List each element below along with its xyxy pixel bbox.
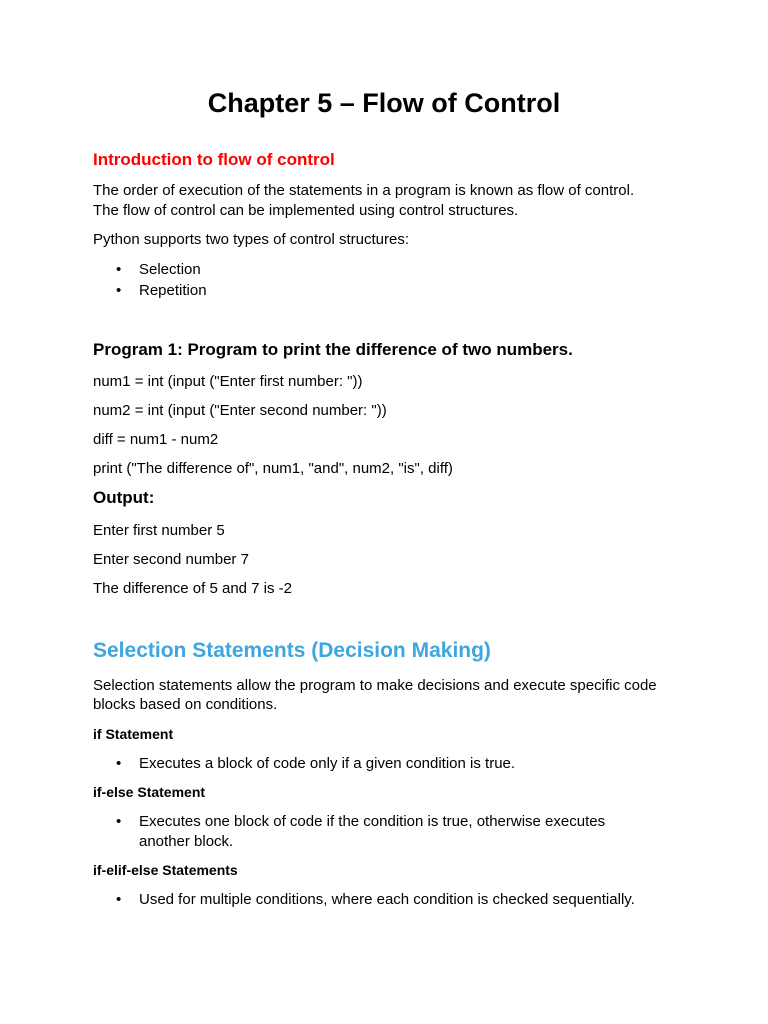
bullet-marker: •	[116, 282, 122, 299]
bullet-marker: •	[116, 891, 122, 908]
if-statement-bullet: Executes a block of code only if a given condition is true.	[139, 755, 516, 772]
code-line: num2 = int (input ("Enter second number: "))	[93, 402, 387, 419]
selection-desc-line-2: blocks based on conditions.	[93, 696, 278, 713]
intro-paragraph-line-1: The order of execution of the statements in a program is known as flow of control.	[93, 182, 635, 199]
page-title: Chapter 5 – Flow of Control	[207, 88, 561, 118]
bullet-marker: •	[116, 261, 122, 278]
intro-paragraph-2: Python supports two types of control structures:	[93, 231, 409, 248]
if-elif-else-heading: if-elif-else Statements	[93, 862, 238, 878]
output-line: Enter first number 5	[93, 522, 225, 539]
if-else-heading: if-else Statement	[93, 784, 206, 800]
bullet-marker: •	[116, 755, 122, 772]
intro-paragraph-line-2: The flow of control can be implemented using control structures.	[93, 202, 519, 219]
output-heading: Output:	[93, 488, 155, 507]
bullet-marker: •	[116, 813, 122, 830]
selection-desc-line-1: Selection statements allow the program to make decisions and execute specific code	[93, 677, 657, 694]
if-else-bullet-line-2: another block.	[139, 833, 234, 850]
program-1-heading: Program 1: Program to print the difference of two numbers.	[93, 340, 573, 359]
code-line: num1 = int (input ("Enter first number: "))	[93, 373, 363, 390]
if-elif-else-bullet: Used for multiple conditions, where each condition is checked sequentially.	[139, 891, 635, 908]
code-line: print ("The difference of", num1, "and", num2, "is", diff)	[93, 460, 453, 477]
if-statement-heading: if Statement	[93, 726, 174, 742]
output-line: The difference of 5 and 7 is -2	[93, 580, 293, 597]
bullet-item-repetition: Repetition	[139, 282, 207, 299]
output-line: Enter second number 7	[93, 551, 249, 568]
intro-heading: Introduction to flow of control	[93, 150, 335, 169]
selection-heading: Selection Statements (Decision Making)	[93, 639, 491, 662]
if-else-bullet-line-1: Executes one block of code if the condition is true, otherwise executes	[139, 813, 606, 830]
bullet-item-selection: Selection	[139, 261, 201, 278]
code-line: diff = num1 - num2	[93, 431, 219, 448]
